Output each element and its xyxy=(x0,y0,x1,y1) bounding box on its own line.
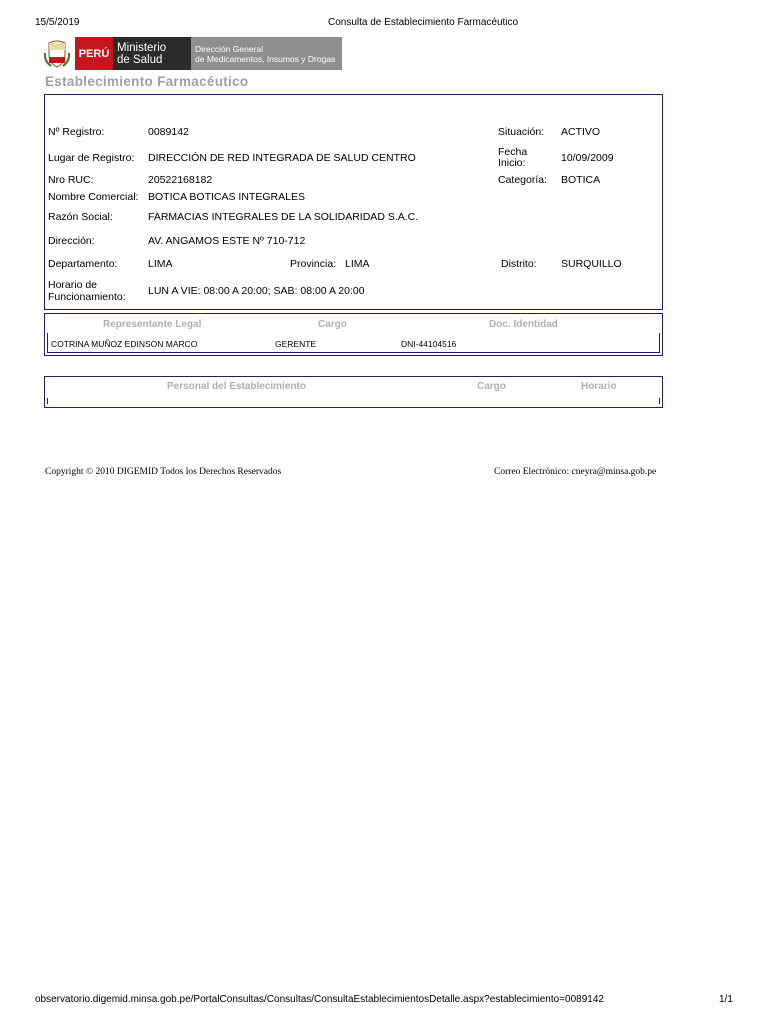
representante-doc: DNI-44104516 xyxy=(401,339,457,349)
horario-value: LUN A VIE: 08:00 A 20:00; SAB: 08:00 A 20:00 xyxy=(148,285,365,297)
categoria-value: BOTICA xyxy=(561,174,601,186)
horario-label-line2: Funcionamiento: xyxy=(48,291,126,303)
col-doc-header: Doc. Identidad xyxy=(489,319,558,330)
coat-of-arms-icon xyxy=(39,37,75,70)
peru-label: PERÚ xyxy=(75,37,113,70)
directorate-line1: Dirección General xyxy=(195,43,264,54)
representante-name: COTRINA MUÑOZ EDINSON MARCO xyxy=(51,339,198,349)
distrito-label: Distrito: xyxy=(501,258,537,270)
col-representante-header: Representante Legal xyxy=(103,319,202,330)
distrito-value: SURQUILLO xyxy=(561,258,622,270)
ministry-line2: de Salud xyxy=(117,53,163,66)
situacion-label: Situación: xyxy=(498,126,545,138)
fecha-label-line2: Inicio: xyxy=(498,157,526,169)
razon-label: Razón Social: xyxy=(48,211,113,223)
categoria-label: Categoría: xyxy=(498,174,548,186)
departamento-label: Departamento: xyxy=(48,258,118,270)
situacion-value: ACTIVO xyxy=(561,126,601,138)
ruc-label: Nro RUC: xyxy=(48,174,94,186)
contact-email: Correo Electrónico: cneyra@minsa.gob.pe xyxy=(494,467,657,477)
col-personal-cargo-header: Cargo xyxy=(477,381,506,392)
directorate-line2: de Medicamentos, Insumos y Drogas xyxy=(195,53,336,64)
registro-value: 0089142 xyxy=(148,126,189,138)
nombre-label: Nombre Comercial: xyxy=(48,191,139,203)
section-title: Establecimiento Farmacéutico xyxy=(45,74,249,89)
minsa-logo xyxy=(39,37,342,70)
provincia-label: Provincia: xyxy=(290,258,337,270)
lugar-label: Lugar de Registro: xyxy=(48,152,135,164)
nombre-value: BOTICA BOTICAS INTEGRALES xyxy=(148,191,305,203)
fecha-label-line1: Fecha xyxy=(498,146,528,158)
personal-row-frame xyxy=(47,398,660,404)
print-date: 15/5/2019 xyxy=(35,17,80,28)
razon-value: FARMACIAS INTEGRALES DE LA SOLIDARIDAD S.A.C. xyxy=(148,211,419,223)
direccion-value: AV. ANGAMOS ESTE Nº 710-712 xyxy=(148,235,306,247)
print-page-number: 1/1 xyxy=(719,994,733,1005)
direccion-label: Dirección: xyxy=(48,235,95,247)
directorate-label xyxy=(191,37,342,70)
fecha-value: 10/09/2009 xyxy=(561,152,614,164)
col-cargo-header: Cargo xyxy=(318,319,347,330)
ministry-line1: Ministerio xyxy=(117,41,167,54)
departamento-value: LIMA xyxy=(148,258,173,270)
representante-cargo: GERENTE xyxy=(275,339,317,349)
provincia-value: LIMA xyxy=(345,258,370,270)
print-url: observatorio.digemid.minsa.gob.pe/PortalConsultas/Consultas/ConsultaEstablecimientosDetalle.aspx?establecimiento=0089142 xyxy=(35,994,604,1005)
lugar-value: DIRECCIÓN DE RED INTEGRADA DE SALUD CENTRO xyxy=(148,152,416,164)
registro-label: Nº Registro: xyxy=(48,126,105,138)
col-horario-header: Horario xyxy=(581,381,617,392)
col-personal-header: Personal del Establecimiento xyxy=(167,381,306,392)
horario-label-line1: Horario de xyxy=(48,279,98,291)
ruc-value: 20522168182 xyxy=(148,174,213,186)
ministry-label xyxy=(113,37,191,70)
copyright-text: Copyright © 2010 DIGEMID Todos los Derechos Reservados xyxy=(45,467,282,477)
print-page-title: Consulta de Establecimiento Farmacéutico xyxy=(328,17,519,28)
